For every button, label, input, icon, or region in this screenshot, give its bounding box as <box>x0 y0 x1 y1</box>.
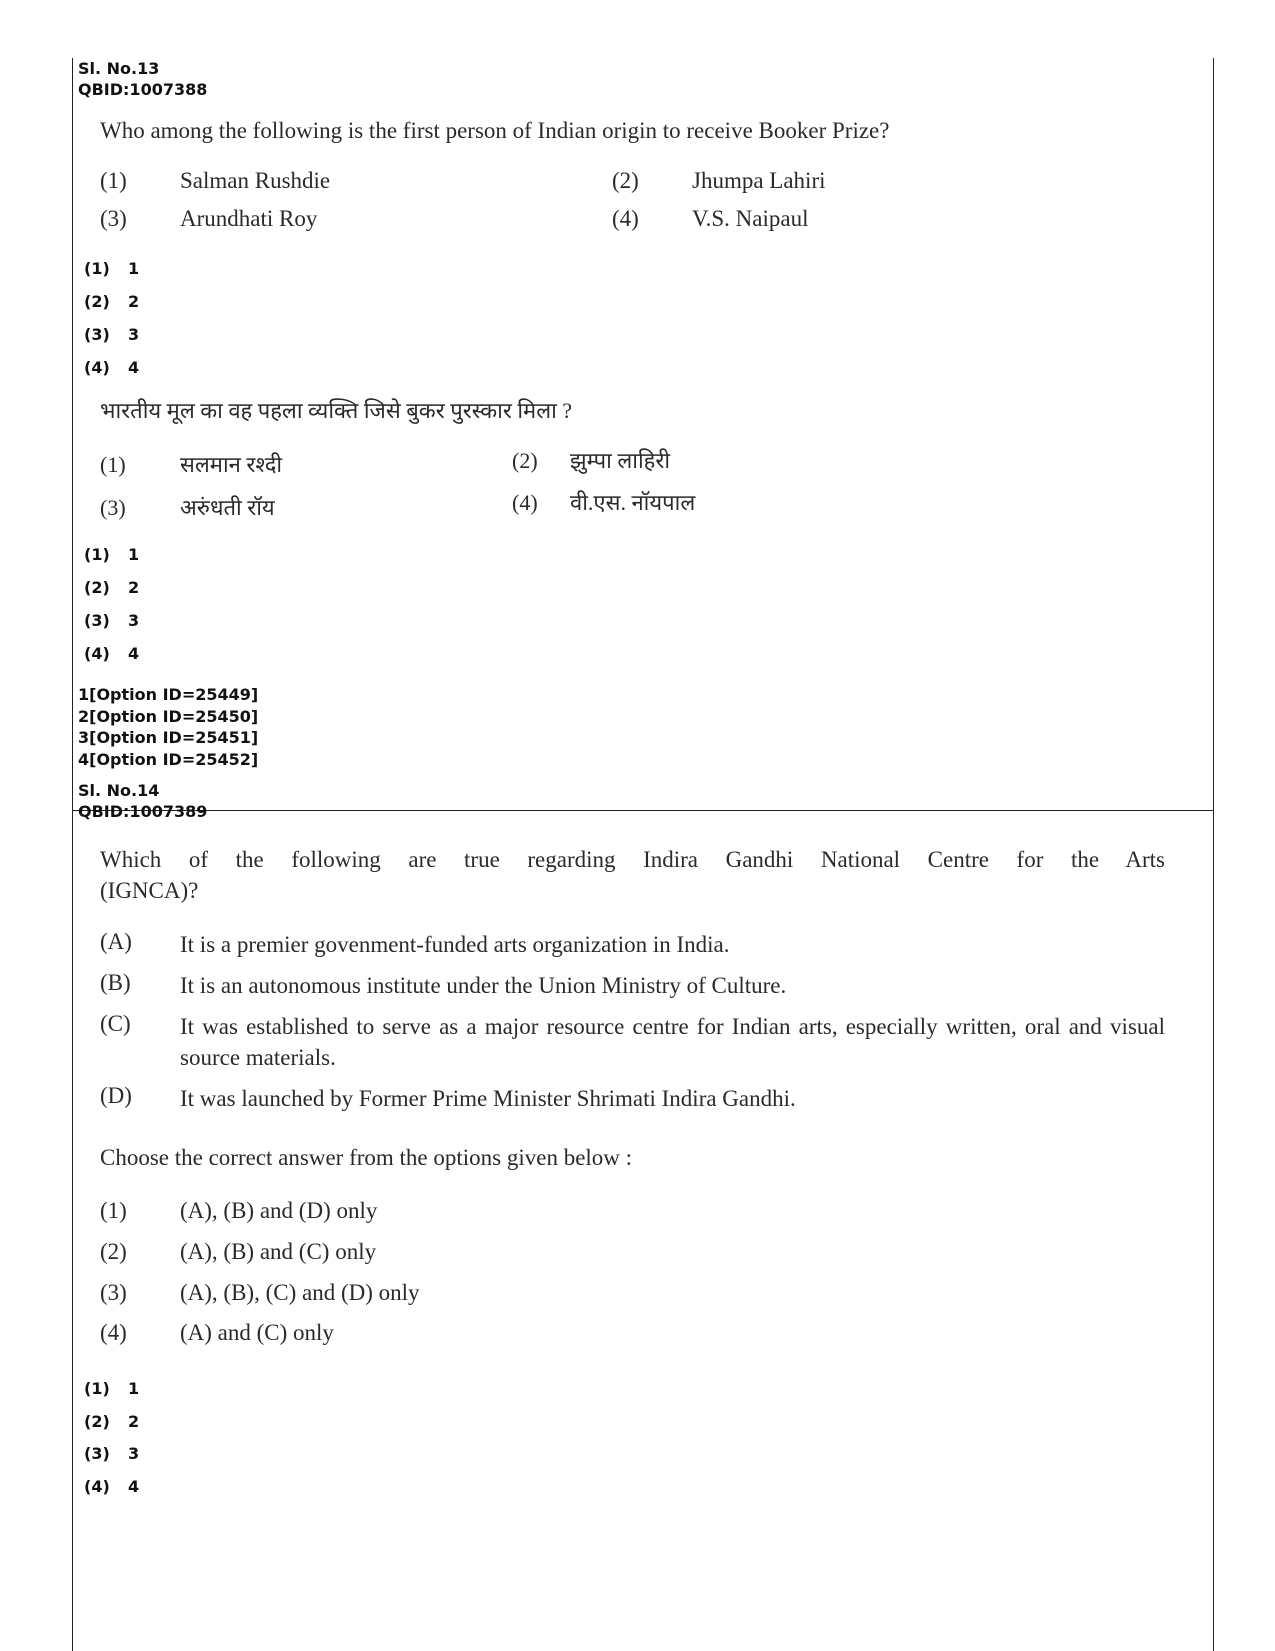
answer-choice-number: (4) <box>84 644 110 663</box>
option-text: वी.एस. नॉयपाल <box>570 490 696 515</box>
option-text: Salman Rushdie <box>180 168 331 193</box>
q14-statement-a <box>100 929 1165 960</box>
q13-answer-choice-en-1[interactable] <box>84 259 139 278</box>
q13-option-hi-2 <box>512 445 670 475</box>
answer-choice-number: (2) <box>84 292 110 311</box>
q13-qbid: QBID:1007388 <box>78 80 208 99</box>
answer-choice-value: 4 <box>128 644 140 663</box>
q13-question-hi: भारतीय मूल का वह पहला व्यक्ति जिसे बुकर पुरस्कार मिला ? <box>100 398 573 423</box>
q13-option-hi-3 <box>100 492 275 522</box>
answer-choice-value: 2 <box>128 1412 140 1431</box>
q13-option-hi-1 <box>100 449 282 479</box>
q14-question-line1: Which of the following are true regarding Indira Gandhi National Centre for the Arts <box>100 847 1165 872</box>
q14-instruction: Choose the correct answer from the options given below : <box>100 1145 633 1170</box>
answer-choice-number: (1) <box>84 545 110 564</box>
q14-answer-choice-2[interactable] <box>84 1412 139 1431</box>
q14-statement-c <box>100 1011 1165 1073</box>
answer-choice-number: (1) <box>84 1379 110 1398</box>
answer-choice-number: (1) <box>84 259 110 278</box>
option-text: सलमान रश्दी <box>180 452 283 477</box>
q14-header <box>78 780 207 822</box>
q14-answer-choice-4[interactable] <box>84 1477 139 1496</box>
answer-choice-value: 3 <box>128 325 140 344</box>
q13-option-en-3 <box>100 206 317 232</box>
answer-choice-value: 4 <box>128 358 140 377</box>
q14-statement-d <box>100 1083 1165 1114</box>
q14-option-2 <box>100 1239 376 1265</box>
option-text: Arundhati Roy <box>180 206 318 231</box>
answer-choice-value: 3 <box>128 1444 140 1463</box>
answer-choice-number: (4) <box>84 358 110 377</box>
q14-option-1 <box>100 1198 377 1224</box>
answer-choice-value: 2 <box>128 578 140 597</box>
question-divider <box>72 810 1214 811</box>
q14-sl-no: Sl. No.14 <box>78 781 160 800</box>
q14-answer-choice-1[interactable] <box>84 1379 139 1398</box>
option-text: Jhumpa Lahiri <box>692 168 826 193</box>
option-number: (1) <box>100 452 126 477</box>
option-id: 4[Option ID=25452] <box>78 749 259 769</box>
q13-sl-no: Sl. No.13 <box>78 59 160 78</box>
option-id: 1[Option ID=25449] <box>78 685 259 704</box>
q13-question-en: Who among the following is the first person of Indian origin to receive Booker Prize? <box>100 118 890 143</box>
option-text: झुम्पा लाहिरी <box>570 448 671 473</box>
q14-statement-b <box>100 970 1165 1001</box>
q13-option-hi-4 <box>512 487 695 517</box>
q13-answer-choice-en-3[interactable] <box>84 325 139 344</box>
q13-option-ids <box>78 684 258 770</box>
option-text: (A), (B), (C) and (D) only <box>180 1280 420 1305</box>
answer-choice-number: (2) <box>84 578 110 597</box>
statement-text: It was established to serve as a major resource centre for Indian arts, especially written, oral and visual source materials. <box>180 1014 1165 1070</box>
option-number: (2) <box>512 448 538 473</box>
statement-label: (B) <box>100 970 131 995</box>
answer-choice-value: 1 <box>128 1379 140 1398</box>
answer-choice-number: (3) <box>84 1444 110 1463</box>
statement-text: It is an autonomous institute under the Union Ministry of Culture. <box>180 973 787 998</box>
option-number: (3) <box>100 495 126 520</box>
option-number: (4) <box>612 206 639 231</box>
option-number: (3) <box>100 206 127 231</box>
option-text: (A), (B) and (C) only <box>180 1239 377 1264</box>
answer-choice-value: 3 <box>128 611 140 630</box>
q13-answer-choice-hi-4[interactable] <box>84 644 139 663</box>
option-text: V.S. Naipaul <box>692 206 809 231</box>
option-id: 3[Option ID=25451] <box>78 728 259 747</box>
statement-text: It is a premier govenment-funded arts organization in India. <box>180 932 730 957</box>
answer-choice-value: 1 <box>128 545 140 564</box>
answer-choice-number: (3) <box>84 611 110 630</box>
q13-option-en-1 <box>100 168 330 194</box>
answer-choice-number: (2) <box>84 1412 110 1431</box>
q14-answer-choice-3[interactable] <box>84 1444 139 1463</box>
answer-choice-value: 4 <box>128 1477 140 1496</box>
option-number: (1) <box>100 168 127 193</box>
statement-label: (D) <box>100 1083 132 1108</box>
q14-option-4 <box>100 1320 334 1346</box>
option-number: (2) <box>100 1239 127 1264</box>
option-number: (2) <box>612 168 639 193</box>
statement-text: It was launched by Former Prime Minister Shrimati Indira Gandhi. <box>180 1086 796 1111</box>
q14-option-3 <box>100 1280 420 1306</box>
q13-answer-choice-en-2[interactable] <box>84 292 139 311</box>
q13-answer-choice-hi-1[interactable] <box>84 545 139 564</box>
q13-answer-choice-hi-3[interactable] <box>84 611 139 630</box>
option-number: (4) <box>512 490 538 515</box>
statement-label: (C) <box>100 1011 131 1036</box>
option-number: (4) <box>100 1320 127 1345</box>
option-number: (3) <box>100 1280 127 1305</box>
q13-option-en-4 <box>612 206 809 232</box>
q14-qbid: QBID:1007389 <box>78 802 208 821</box>
statement-label: (A) <box>100 929 132 954</box>
answer-choice-value: 1 <box>128 259 140 278</box>
answer-choice-number: (3) <box>84 325 110 344</box>
q14-question-line2: (IGNCA)? <box>100 878 199 903</box>
q13-option-en-2 <box>612 168 826 194</box>
option-text: अरुंधती रॉय <box>180 495 275 520</box>
option-id: 2[Option ID=25450] <box>78 706 259 726</box>
option-number: (1) <box>100 1198 127 1223</box>
answer-choice-number: (4) <box>84 1477 110 1496</box>
answer-choice-value: 2 <box>128 292 140 311</box>
q13-header <box>78 58 207 100</box>
option-text: (A) and (C) only <box>180 1320 334 1345</box>
q13-answer-choice-hi-2[interactable] <box>84 578 139 597</box>
option-text: (A), (B) and (D) only <box>180 1198 378 1223</box>
q13-answer-choice-en-4[interactable] <box>84 358 139 377</box>
